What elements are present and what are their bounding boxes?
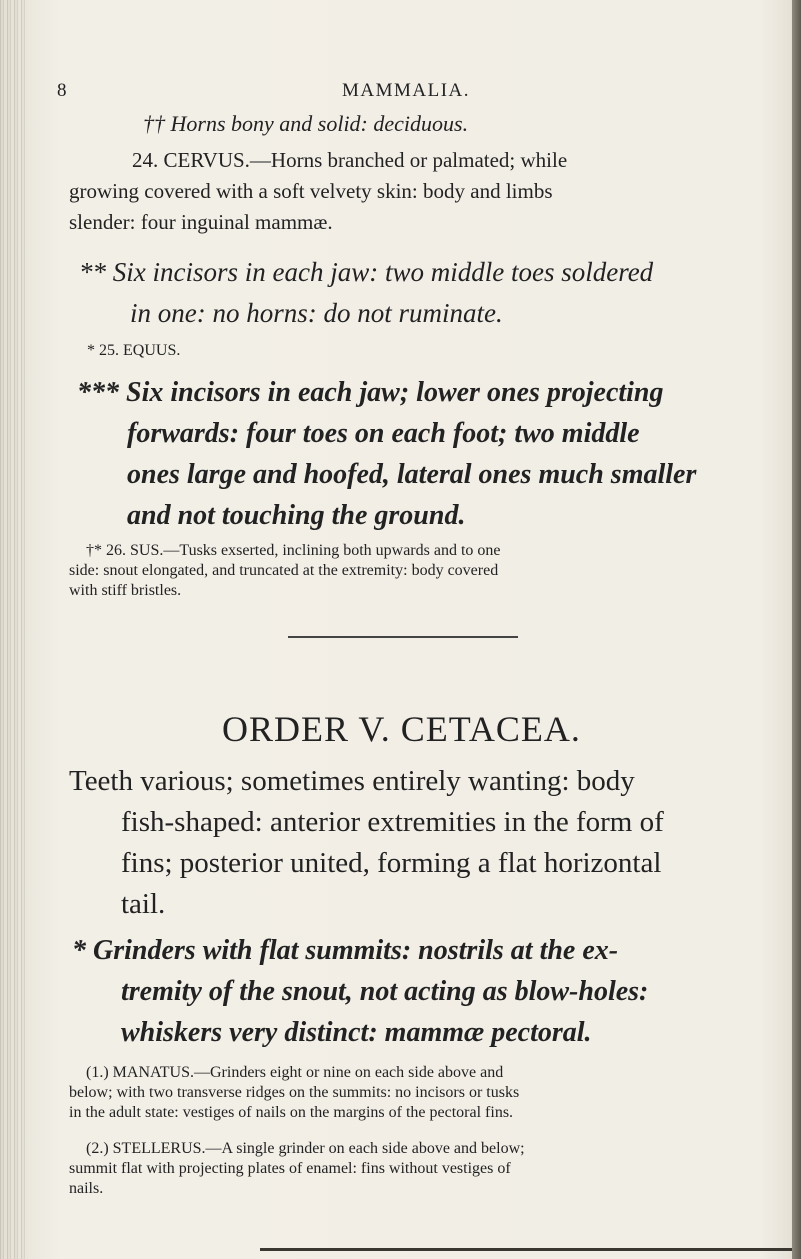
manatus-line-1: (1.) MANATUS.—Grinders eight or nine on each side above and xyxy=(86,1064,504,1081)
order-description-line-2: fish-shaped: anterior extremities in the form of xyxy=(121,806,664,838)
equus-heading-line-2: in one: no horns: do not ruminate. xyxy=(130,298,503,328)
grinders-heading-line-1: * Grinders with flat summits: nostrils at the ex- xyxy=(72,935,619,966)
running-title: MAMMALIA. xyxy=(342,80,471,101)
page-right-edge xyxy=(792,0,801,1259)
page-binding-edge xyxy=(0,0,26,1259)
cervus-line-3: slender: four inguinal mammæ. xyxy=(69,210,333,234)
stellerus-line-1: (2.) STELLERUS.—A single grinder on each side above and below; xyxy=(86,1140,525,1157)
page-number: 8 xyxy=(57,80,68,101)
manatus-line-3: in the adult state: vestiges of nails on the margins of the pectoral fins. xyxy=(69,1104,514,1121)
order-description-line-4: tail. xyxy=(121,888,166,920)
sus-heading-line-1: *** Six incisors in each jaw; lower ones projecting xyxy=(77,377,664,408)
sus-entry-line-2: side: snout elongated, and truncated at the extremity: body covered xyxy=(69,562,499,579)
sus-heading-line-3: ones large and hoofed, lateral ones much smaller xyxy=(127,459,697,490)
order-description-line-1: Teeth various; sometimes entirely wanting: body xyxy=(69,765,635,797)
page-bottom-edge xyxy=(260,1248,792,1251)
sus-heading-line-2: forwards: four toes on each foot; two middle xyxy=(127,418,640,449)
stellerus-line-3: nails. xyxy=(69,1180,104,1197)
section-divider xyxy=(288,636,518,638)
cervus-line-2: growing covered with a soft velvety skin: body and limbs xyxy=(69,179,553,203)
cervus-line-1: 24. CERVUS.—Horns branched or palmated; while xyxy=(132,148,568,172)
manatus-line-2: below; with two transverse ridges on the summits: no incisors or tusks xyxy=(69,1084,520,1101)
equus-heading-line-1: ** Six incisors in each jaw: two middle toes soldered xyxy=(79,257,654,287)
horns-heading: †† Horns bony and solid: deciduous. xyxy=(143,111,469,136)
equus-entry: * 25. EQUUS. xyxy=(87,342,181,359)
grinders-heading-line-3: whiskers very distinct: mammæ pectoral. xyxy=(121,1017,592,1048)
stellerus-line-2: summit flat with projecting plates of enamel: fins without vestiges of xyxy=(69,1160,511,1177)
order-description-line-3: fins; posterior united, forming a flat horizontal xyxy=(121,847,662,879)
sus-entry-line-1: †* 26. SUS.—Tusks exserted, inclining both upwards and to one xyxy=(86,542,501,559)
sus-heading-line-4: and not touching the ground. xyxy=(127,500,466,531)
grinders-heading-line-2: tremity of the snout, not acting as blow-holes: xyxy=(121,976,649,1007)
order-title: ORDER V. CETACEA. xyxy=(222,709,581,749)
sus-entry-line-3: with stiff bristles. xyxy=(69,582,182,599)
